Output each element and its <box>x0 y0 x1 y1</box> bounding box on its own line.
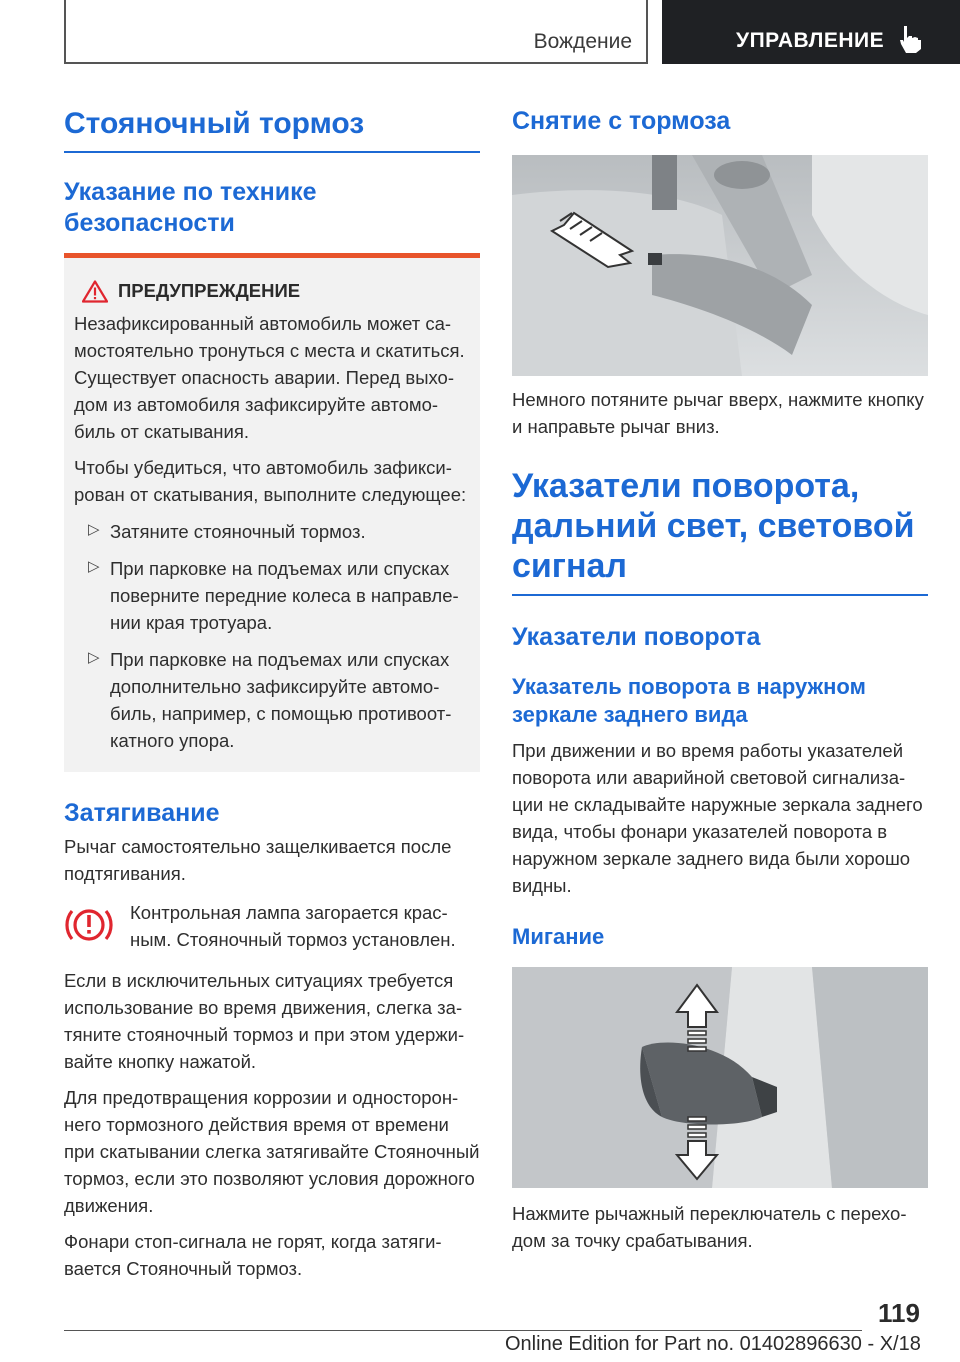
turn-signal-illustration <box>512 967 928 1188</box>
warning-text-2: Чтобы убедиться, что автомобиль зафиксирован от скатывания, выполните следующее: <box>74 457 467 505</box>
warning-label: ПРЕДУПРЕЖДЕНИЕ <box>118 280 301 301</box>
bullet-triangle-icon: ▷ <box>88 558 100 575</box>
turn-heading: Указатели поворота <box>512 623 761 651</box>
engage-heading: Затягивание <box>64 799 220 827</box>
list-item <box>74 555 470 636</box>
indicator-lamp-note <box>64 899 480 953</box>
parking-brake-warning-icon <box>64 905 114 945</box>
warning-text-1: Незафиксированный автомобиль может самостоятельно тронуться с места и скатиться. Существует опасность аварии. Перед выходом из автомобиля зафиксируйте автомобиль от скатывания. <box>74 313 465 442</box>
list-item <box>74 518 470 545</box>
warning-title <box>82 278 470 304</box>
paragraph: Фонари стоп-сигнала не горят, когда затягивается Стояночный тормоз. <box>64 1231 442 1279</box>
footer-edition: Online Edition for Part no. 01402896630 - X/18 <box>505 1333 921 1355</box>
header-section-tab <box>64 0 648 64</box>
section-rule <box>512 594 928 596</box>
title-rule <box>64 151 480 153</box>
left-column <box>64 100 480 1282</box>
header-section-label: Вождение <box>533 30 632 53</box>
lever-illustration <box>512 155 928 376</box>
list-item-text: При парковке на подъемах или спусках дополнительно зафиксируйте автомобиль, например, с помощью противооткатного упора. <box>110 649 452 751</box>
page-number: 119 <box>878 1298 920 1328</box>
release-heading: Снятие с тормоза <box>512 107 731 135</box>
warning-triangle-icon <box>82 280 108 303</box>
list-item-text: При парковке на подъемах или спусках поверните передние колеса в направлении края тротуара. <box>110 558 459 633</box>
safety-heading: Указание по технике безопасности <box>64 178 317 237</box>
parking-brake-lever-image <box>512 155 928 376</box>
engage-text: Рычаг самостоятельно защелкивается после подтягивания. <box>64 836 452 884</box>
list-item <box>74 646 470 754</box>
blink-caption: Нажмите рычажный переключатель с переходом за точку срабатывания. <box>512 1203 907 1251</box>
page-title: Стояночный тормоз <box>64 107 365 140</box>
release-caption: Немного потяните рычаг вверх, нажмите кнопку и направьте рычаг вниз. <box>512 389 924 437</box>
bullet-triangle-icon: ▷ <box>88 521 100 538</box>
mirror-text: При движении и во время работы указателей поворота или аварийной световой сигнализации не складывайте наружные зеркала заднего вида, чтобы фонари указателей поворота в наружном зеркале заднего вида были хорошо видны. <box>512 740 923 896</box>
section-title: Указатели поворота, дальний свет, световой сигнал <box>512 467 915 585</box>
bullet-triangle-icon: ▷ <box>88 649 100 666</box>
pointing-hand-icon <box>896 24 924 54</box>
lamp-icon-wrap <box>64 899 130 953</box>
header-chapter-label: УПРАВЛЕНИЕ <box>736 29 885 52</box>
lamp-text: Контрольная лампа загорается красным. Стояночный тормоз установлен. <box>130 902 456 950</box>
turn-signal-lever-image <box>512 967 928 1188</box>
blink-heading: Мигание <box>512 924 605 949</box>
paragraph: Для предотвращения коррозии и одностороннего тормозного действия время от времени при скатывании слегка затягивайте Стояночный тормоз, если это позволяют условия дорожного движения. <box>64 1087 480 1216</box>
footer-rule <box>64 1330 862 1331</box>
right-column <box>512 100 928 1254</box>
list-item-text: Затяните стояночный тормоз. <box>110 521 366 542</box>
mirror-heading: Указатель поворота в наружном зеркале заднего вида <box>512 674 866 727</box>
warning-box <box>64 258 480 772</box>
paragraph: Если в исключительных ситуациях требуется использование во время движения, слегка затяните стояночный тормоз и при этом удерживайте кнопку нажатой. <box>64 970 465 1072</box>
